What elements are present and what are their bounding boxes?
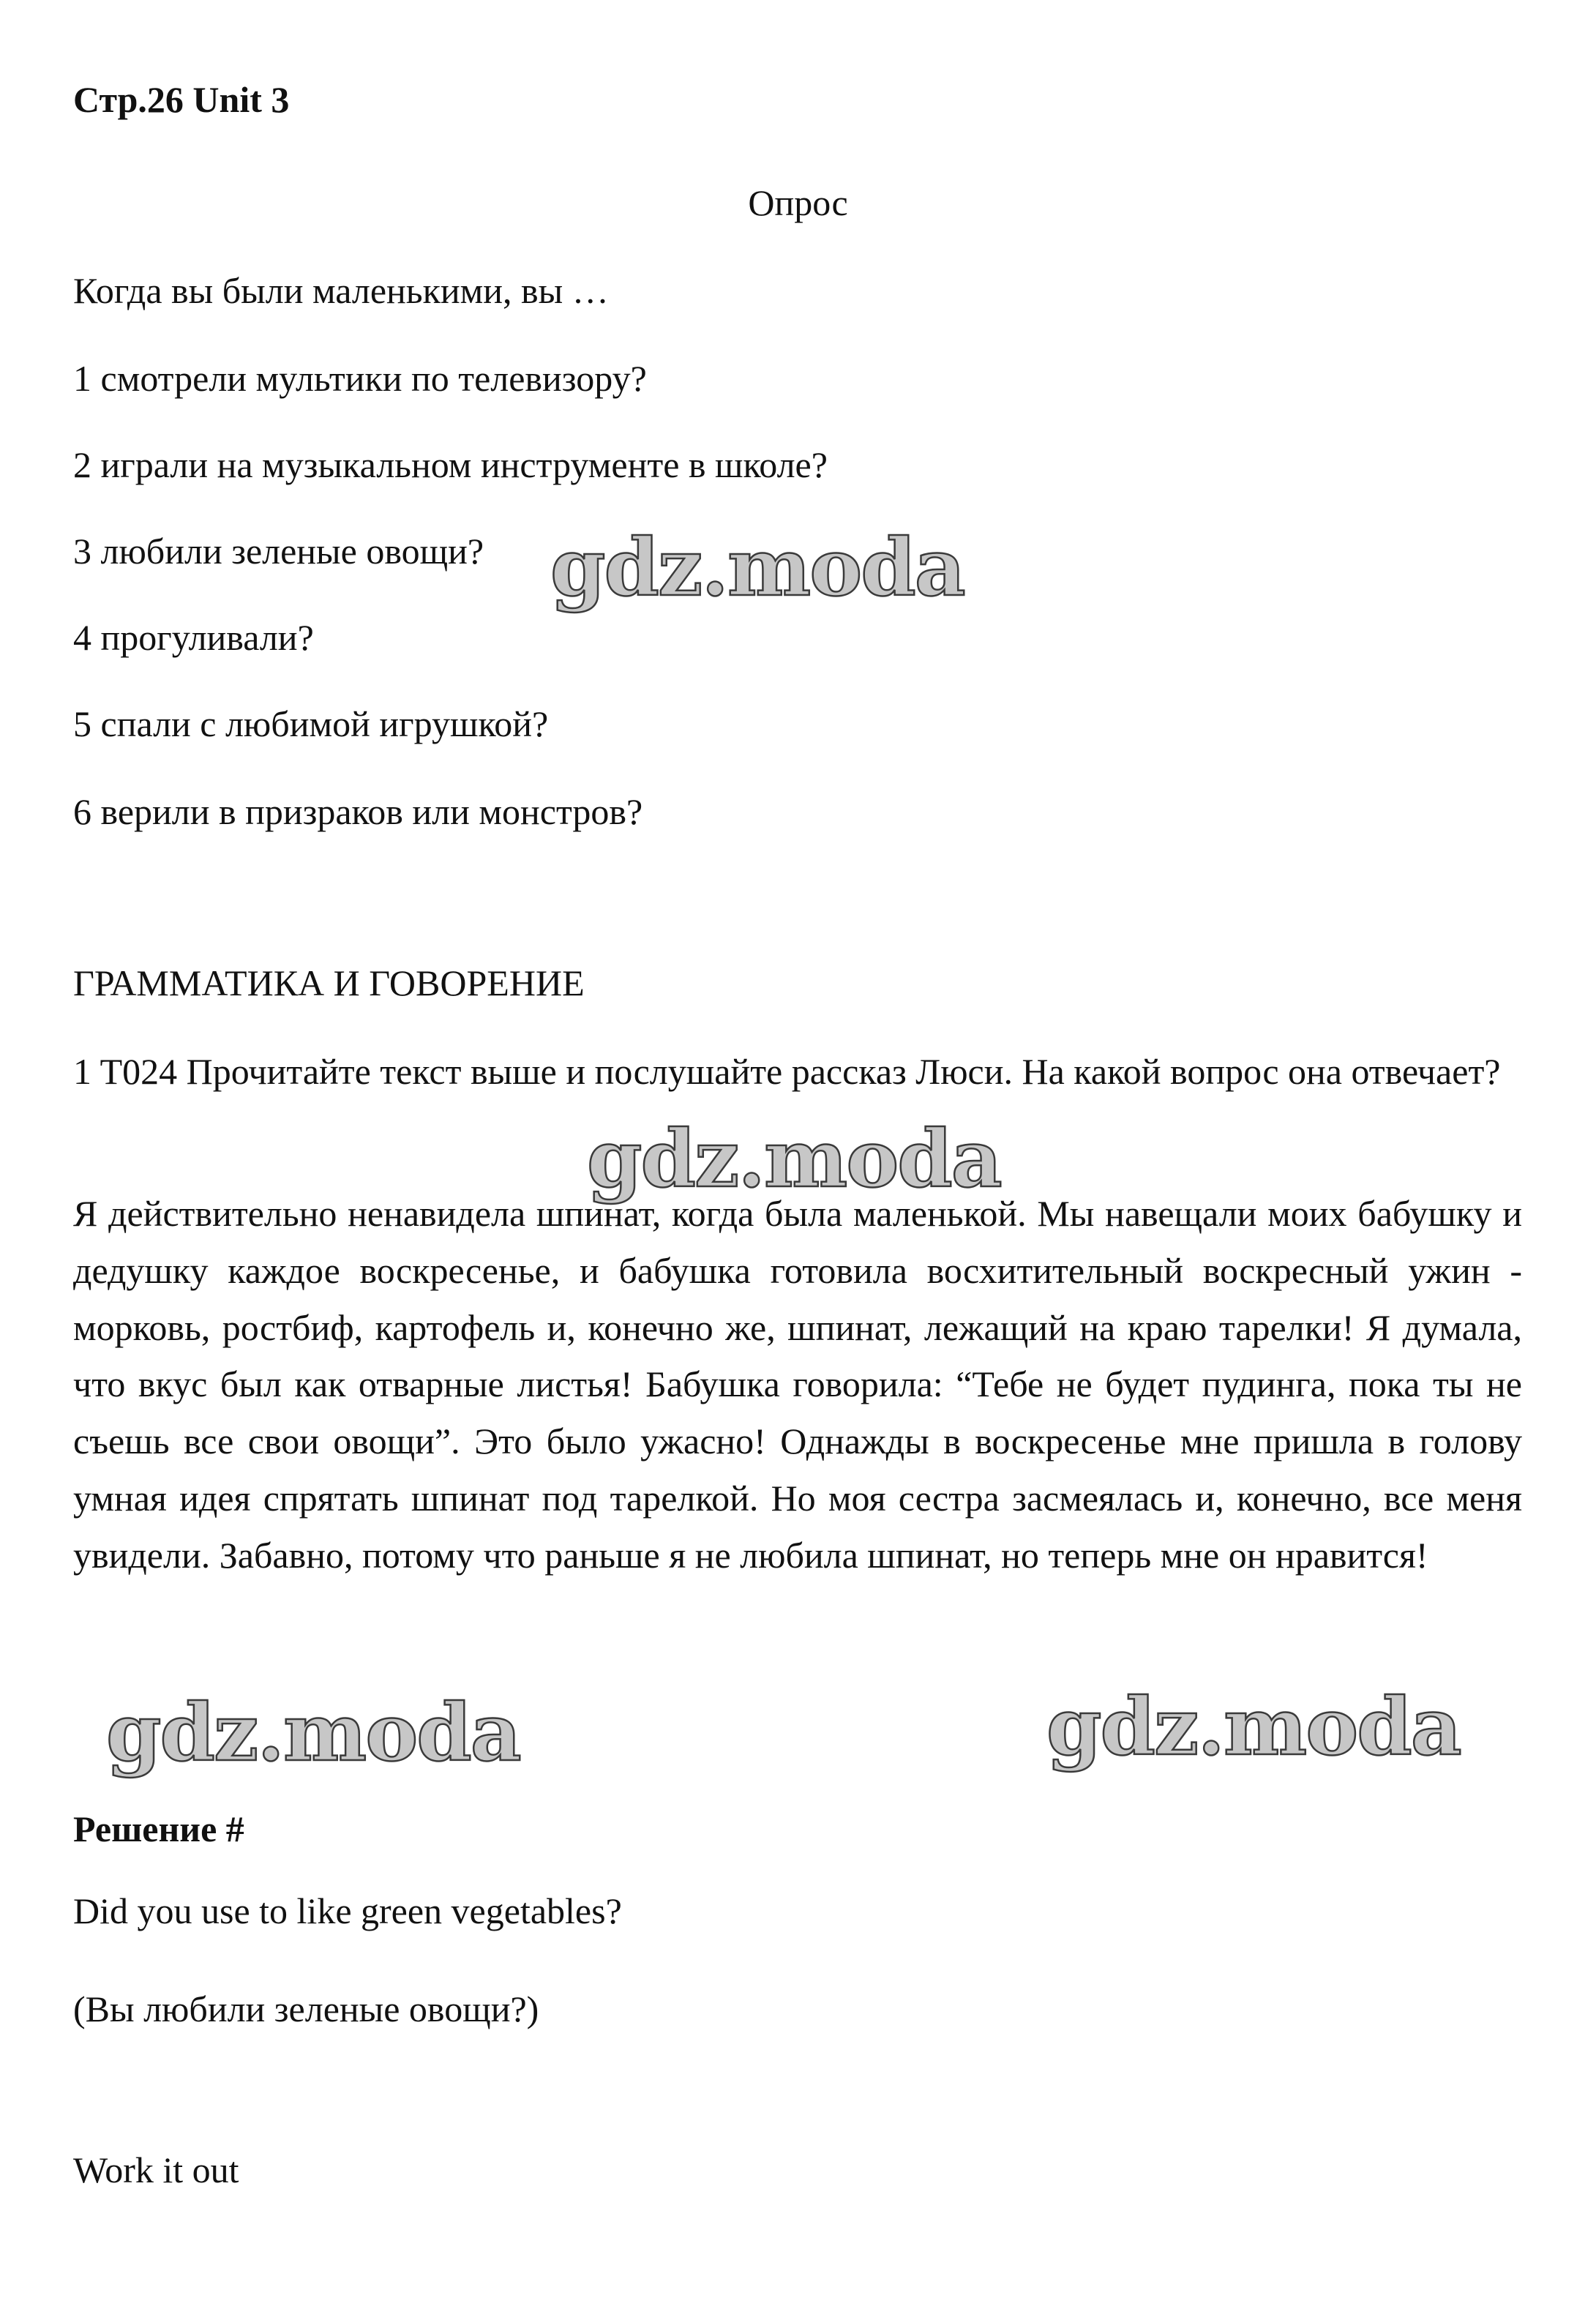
survey-item: 3 любили зеленые овощи?	[73, 531, 484, 572]
watermark: gdz.moda	[106, 1687, 520, 1779]
solution-answer: Did you use to like green vegetables?	[73, 1890, 622, 1931]
survey-item: 1 смотрели мультики по телевизору?	[73, 358, 647, 399]
solution-heading: Решение #	[73, 1808, 244, 1849]
next-section-heading: Work it out	[73, 2149, 239, 2190]
task-instruction: 1 T024 Прочитайте текст выше и послушайте рассказ Люси. На какой вопрос она отвечает?	[73, 1051, 1501, 1092]
story-paragraph: Я действительно ненавидела шпинат, когда была маленькой. Мы навещали моих бабушку и дедушку каждое воскресенье, и бабушка готовила восхитительный воскресный ужин - морковь, ростбиф, картофель и, конечно же, шпинат, лежащий на краю тарелки! Я думала, что вкус был как отварные листья! Бабушка говорила: “Тебе не будет пудинга, пока ты не съешь все свои овощи”. Это было ужасно! Однажды в воскресенье мне пришла в голову умная идея спрятать шпинат под тарелкой. Но моя сестра засмеялась и, конечно, все меня увидели. Забавно, потому что раньше я не любила шпинат, но теперь мне он нравится!	[73, 1193, 1522, 1576]
survey-item: 4 прогуливали?	[73, 617, 314, 658]
survey-heading: Опрос	[748, 182, 848, 223]
watermark: gdz.moda	[1046, 1681, 1461, 1773]
survey-item: 2 играли на музыкальном инструменте в школе?	[73, 444, 828, 485]
page-title: Стр.26 Unit 3	[73, 79, 290, 120]
solution-translation: (Вы любили зеленые овощи?)	[73, 1988, 539, 2029]
section-heading: ГРАММАТИКА И ГОВОРЕНИЕ	[73, 962, 585, 1003]
survey-item: 5 спали с любимой игрушкой?	[73, 703, 549, 744]
survey-item: 6 верили в призраков или монстров?	[73, 791, 643, 832]
watermark: gdz.moda	[550, 522, 964, 614]
survey-intro: Когда вы были маленькими, вы …	[73, 270, 609, 311]
watermark: gdz.moda	[587, 1113, 1001, 1205]
